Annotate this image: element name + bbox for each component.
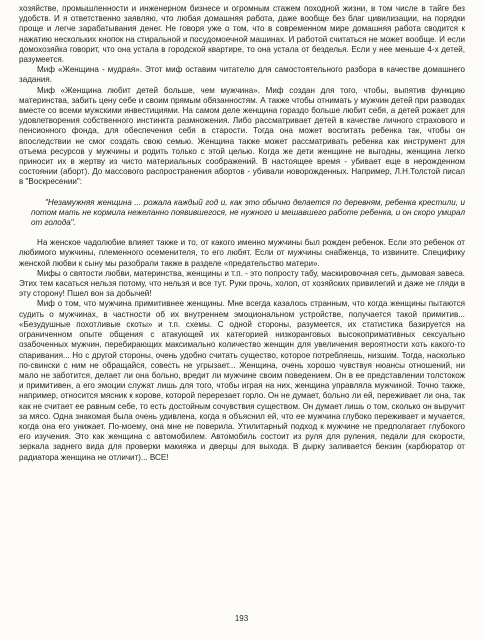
spacer	[19, 188, 465, 198]
body-paragraph: хозяйстве, промышленности и инженерном бизнесе и огромным стажем походной жизни, в том числе в тайге без удобств. И я ответственно заявляю, что любая домашняя работа, даже вообще без благ цивилизации, на порядки проще и легче зарабатывания денег. Не говоря уже о том, что в современном мире домашняя работа сводится к нажатию нескольких кнопок на стиральной и посудомоечной машинах. И работой считаться не может вообще. И если домохозяйка говорит, что она устала в городской квартире, то она устала от безделья. Если у нее меньше 4-х детей, разумеется.	[19, 4, 465, 65]
spacer	[19, 228, 465, 238]
body-paragraph: Миф о том, что мужчина примитивнее женщины. Мне всегда казалось странным, что когда женщины пытаются судить о мужчинах, в частности об их внутреннем эмоциональном устройстве, получается такой примитив... «Безудушные похотливые скоты» и т.п. схемы. С одной стороны, разумеется, их статистика базируется на ограниченном опыте общения с атакующей их категорией низкоранговых высокопримативных сексуально озабоченных мужчин, перебирающих максимально количество женщин для увеличения вероятности хоть какого-то спаривания... Но с другой стороны, очень удобно считать существо, которое потребляешь, низшим. Тогда, насколько по-свински с ним не обращайся, совесть не угрызает... Женщина, очень хорошо чувствуя нюансы отношений, ни мало не заботится, делает ли она больно, вредит ли мужчине своим поведением. Он в ее представлении толстокож и примитивен, а его эмоции служат лишь для того, чтобы играя на них, женщина управляла мужчиной. Точно также, например, относится мясник к корове, которой перерезает горло. Он не думает, больно ли ей, переживает ли она, так как не считает ее равным себе, то есть достойным сочувствия существом. Он думает лишь о том, сколько он выручит за мясо. Одна знакомая была очень удивлена, когда я объяснил ей, что ее мужчина глубоко переживает и мучается, когда она его унижает. По-моему, она мне не поверила. Утилитарный подход к мужчине не предполагает глубокого его изучения. Это как женщина с автомобилем. Автомобиль состоит из руля для руления, педали для скорости, зеркала заднего вида для проверки макияжа и дверцы для выхода. В дырку заливается бензин (карбюратор от радиатора женщина не отличит)... ВСЕ!	[19, 299, 465, 462]
body-paragraph: На женское чадолюбие влияет также и то, от какого именно мужчины был рожден ребенок. Если это ребенок от любимого мужчины, племенного осеменителя, то его любят. Если от мужчины снабженца, то извините. Специфику женской любви к сыну мы разобрали также в разделе «предательство матери».	[19, 238, 465, 268]
tolstoy-quote: "Незамужняя женщина ... рожала каждый год и, как это обычно делается по деревням, ребенка крестили, и потом мать не кормила нежеланно появившегося, не нужного и мешавшего работе ребенка, и он скоро умирал от голода".	[31, 197, 465, 228]
body-paragraph: Миф «Женщина любит детей больше, чем мужчина». Миф создан для того, чтобы, выпятив функцию материнства, забить цену себе и своим прямым обязанностям. А также чтобы отнимать у мужчин детей при разводах вместе со всеми мужскими инвестициями. На самом деле женщина гораздо больше любит себя, а детей рожает для удовлетворения собственного инстинкта размножения. Либо рассматривает детей в качестве личного страхового и пенсионного фонда, для обеспечения себя в старости. Тогда она может воспитать ребенка так, чтобы он впоследствии не смог создать свою семью. Женщина также может рассматривать ребенка как инструмент для отъема ресурсов у мужчины и родить только с этой целью. Когда же дети женщине не выгодны, женщина легко приносит их в жертву из чисто материальных соображений. В настоящее время - убивает еще в нерожденном состоянии (аборт). До массового распространения абортов - убивали новорожденных. Например, Л.Н.Толстой писал в "Воскресении":	[19, 85, 465, 187]
page-number: 193	[234, 614, 249, 623]
body-paragraph: Миф «Женщина - мудрая». Этот миф оставим читателю для самостоятельного разбора в качестве домашнего задания.	[19, 65, 465, 85]
body-paragraph: Мифы о святости любви, материнства, женщины и т.п. - это попросту табу, маскировочная сеть, дымовая завеса. Этих тем касаться нельзя потому, что нельзя и все тут. Руки прочь, холоп, от хозяйских привилегий и даже не гляди в эту сторону! Пшел вон за добычей!	[19, 268, 465, 299]
